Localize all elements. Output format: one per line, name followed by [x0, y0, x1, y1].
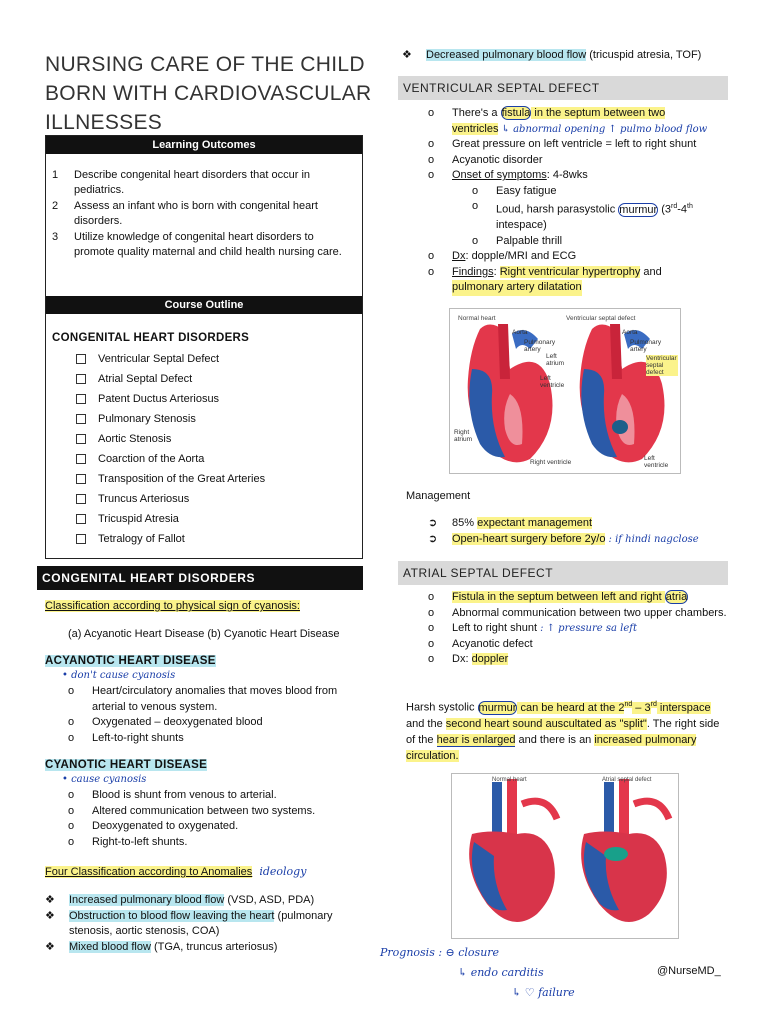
- list-item: o Onset of symptoms: 4-8wks: [428, 169, 588, 181]
- list-item: o Great pressure on left ventricle = left to right shunt: [428, 138, 697, 150]
- list-item: o Dx: doppler: [428, 653, 509, 665]
- checklist-item: Tricuspid Atresia: [76, 509, 362, 529]
- checkbox-icon[interactable]: [76, 474, 86, 484]
- vsd-heart-figure: [449, 308, 681, 474]
- list-item: o Acyanotic defect: [428, 637, 533, 650]
- list-item: o Findings: Right ventricular hypertrophy and: [428, 265, 662, 278]
- asd-list: [428, 590, 733, 668]
- list-item: o Fistula in the septum between left and right atria: [428, 591, 688, 603]
- asd-band: ATRIAL SEPTAL DEFECT: [398, 561, 728, 585]
- acyanotic-title: ACYANOTIC HEART DISEASE: [45, 655, 216, 667]
- checkbox-icon[interactable]: [76, 534, 86, 544]
- asd-paragraph: Harsh systolic murmur can be heard at the 2nd – 3rd interspace and the second heart sound auscultated as "split". The right side of the hear is enlarged and there is an increased pulmonary circulation.: [406, 701, 720, 762]
- list-item: o Right-to-left shunts.: [68, 835, 188, 848]
- fig-label-defect: Ventricular septal defect: [566, 315, 636, 322]
- fig-label: Right atrium: [454, 429, 473, 443]
- prognosis-note-2: ↳ endo carditis: [458, 966, 544, 979]
- anomalies-list: [45, 893, 360, 955]
- fig-label: Pulmonary artery: [524, 339, 556, 353]
- checklist-item: Truncus Arteriosus: [76, 489, 362, 509]
- asd-fig-label-defect: Atrial septal defect: [602, 777, 652, 783]
- acyanotic-list: [68, 684, 368, 746]
- outline-box: [45, 135, 363, 559]
- cyanotic-note: • cause cyanosis: [62, 774, 147, 785]
- list-item: pulmonary artery dilatation: [428, 280, 728, 296]
- list-item: o Altered communication between two systems.: [68, 804, 316, 817]
- learning-outcomes-list: [46, 154, 362, 296]
- classification-heading: Classification according to physical sign of cyanosis:: [45, 600, 300, 612]
- fig-label: Left ventricle: [540, 375, 565, 389]
- list-item: o Oxygenated – deoxygenated blood: [68, 716, 263, 728]
- vsd-band: VENTRICULAR SEPTAL DEFECT: [398, 76, 728, 100]
- checkbox-icon[interactable]: [76, 414, 86, 424]
- fig-label: Ventricular septal defect: [646, 355, 677, 376]
- checklist-item: Atrial Septal Defect: [76, 369, 362, 389]
- checkbox-icon[interactable]: [76, 374, 86, 384]
- list-item: o Heart/circulatory anomalies that moves blood from arterial to venous system.: [68, 685, 338, 713]
- list-item: o Acyanotic disorder: [428, 153, 543, 166]
- course-outline-header: Course Outline: [46, 296, 362, 314]
- list-item: o Deoxygenated to oxygenated.: [68, 820, 239, 832]
- sub-list-item: o Palpable thrill: [472, 234, 563, 247]
- decreased-flow-item: ❖ Decreased pulmonary blood flow (tricuspid atresia, TOF): [402, 49, 702, 61]
- list-item: ➲ 85% expectant management: [428, 517, 593, 529]
- learning-outcome-item: 3 Utilize knowledge of congenital heart disorders to promote quality maternal and child health nursing care.: [52, 231, 342, 258]
- cyanotic-title: CYANOTIC HEART DISEASE: [45, 759, 208, 771]
- fig-label: Aorta: [622, 329, 638, 336]
- checklist-item: Coarction of the Aorta: [76, 449, 362, 469]
- sub-list-item: o Loud, harsh parasystolic murmur (3rd-4th: [472, 200, 693, 216]
- list-item: o Left to right shunt : ↑ pressure sa left: [428, 622, 637, 634]
- checklist-item: Ventricular Septal Defect: [76, 349, 362, 369]
- asd-heart-figure: [451, 773, 679, 939]
- checklist-item: Patent Ductus Arteriosus: [76, 389, 362, 409]
- list-item: o Abnormal communication between two upper chambers.: [428, 606, 727, 619]
- chd-band: CONGENITAL HEART DISORDERS: [37, 566, 363, 590]
- management-list: [428, 516, 748, 547]
- checklist-item: Aortic Stenosis: [76, 429, 362, 449]
- checkbox-icon[interactable]: [76, 514, 86, 524]
- acyanotic-note: • don't cause cyanosis: [62, 670, 176, 681]
- page-title: NURSING CARE OF THE CHILD BORN WITH CARDIOVASCULAR ILLNESSES: [45, 53, 372, 134]
- vsd-list: [428, 106, 728, 296]
- list-item: o Left-to-right shunts: [68, 731, 184, 744]
- fig-label-normal: Normal heart: [458, 315, 496, 322]
- course-outline-list: [46, 349, 362, 549]
- author-credit: @NurseMD_: [657, 965, 721, 977]
- four-classification-heading: Four Classification according to Anomalies ideology: [45, 865, 307, 878]
- asd-heart-illustration: [452, 774, 678, 938]
- checkbox-icon[interactable]: [76, 494, 86, 504]
- sub-list-item-cont: intespace): [496, 219, 547, 232]
- learning-outcomes-header: Learning Outcomes: [46, 136, 362, 154]
- cyanotic-list: [68, 788, 368, 850]
- checkbox-icon[interactable]: [76, 454, 86, 464]
- course-outline-title: CONGENITAL HEART DISORDERS: [52, 332, 250, 344]
- checkbox-icon[interactable]: [76, 434, 86, 444]
- vsd-heart-illustration: [450, 309, 680, 473]
- list-item: ventricles ↳ abnormal opening ↑ pulmo blood flow: [452, 122, 708, 135]
- list-item: o There's a fistula in the septum between two: [428, 107, 666, 119]
- prognosis-note: Prognosis : ⊖ closure: [380, 946, 500, 959]
- fig-label: Pulmonary artery: [630, 339, 662, 353]
- asd-fig-label-normal: Normal heart: [492, 777, 527, 783]
- list-item: ❖ Mixed blood flow (TGA, truncus arteriosus): [45, 940, 278, 953]
- list-item: ❖ Increased pulmonary blood flow (VSD, ASD, PDA): [45, 894, 315, 906]
- learning-outcome-item: 1 Describe congenital heart disorders that occur in pediatrics.: [52, 169, 311, 196]
- list-item: ❖ Obstruction to blood flow leaving the heart (pulmonary stenosis, aortic stenosis, COA): [45, 909, 333, 937]
- fig-label: Left atrium: [546, 353, 565, 367]
- list-item: ➲ Open-heart surgery before 2y/o : if hindi nagclose: [428, 532, 699, 545]
- checkbox-icon[interactable]: [76, 394, 86, 404]
- checklist-item: Transposition of the Great Arteries: [76, 469, 362, 489]
- prognosis-note-3: ↳ ♡ failure: [512, 986, 575, 999]
- management-heading: Management: [406, 490, 471, 502]
- fig-label: Aorta: [512, 329, 528, 336]
- learning-outcome-item: 2 Assess an infant who is born with congenital heart disorders.: [52, 200, 318, 227]
- list-item: o Dx: dopple/MRI and ECG: [428, 250, 577, 263]
- disease-types: (a) Acyanotic Heart Disease (b) Cyanotic Heart Disease: [68, 628, 340, 640]
- checklist-item: Pulmonary Stenosis: [76, 409, 362, 429]
- sub-list-item: o Easy fatigue: [472, 184, 557, 197]
- fig-label: Left ventricle: [644, 455, 669, 469]
- list-item: o Blood is shunt from venous to arterial.: [68, 789, 277, 801]
- checkbox-icon[interactable]: [76, 354, 86, 364]
- checklist-item: Tetralogy of Fallot: [76, 529, 362, 549]
- fig-label: Right ventricle: [530, 459, 572, 466]
